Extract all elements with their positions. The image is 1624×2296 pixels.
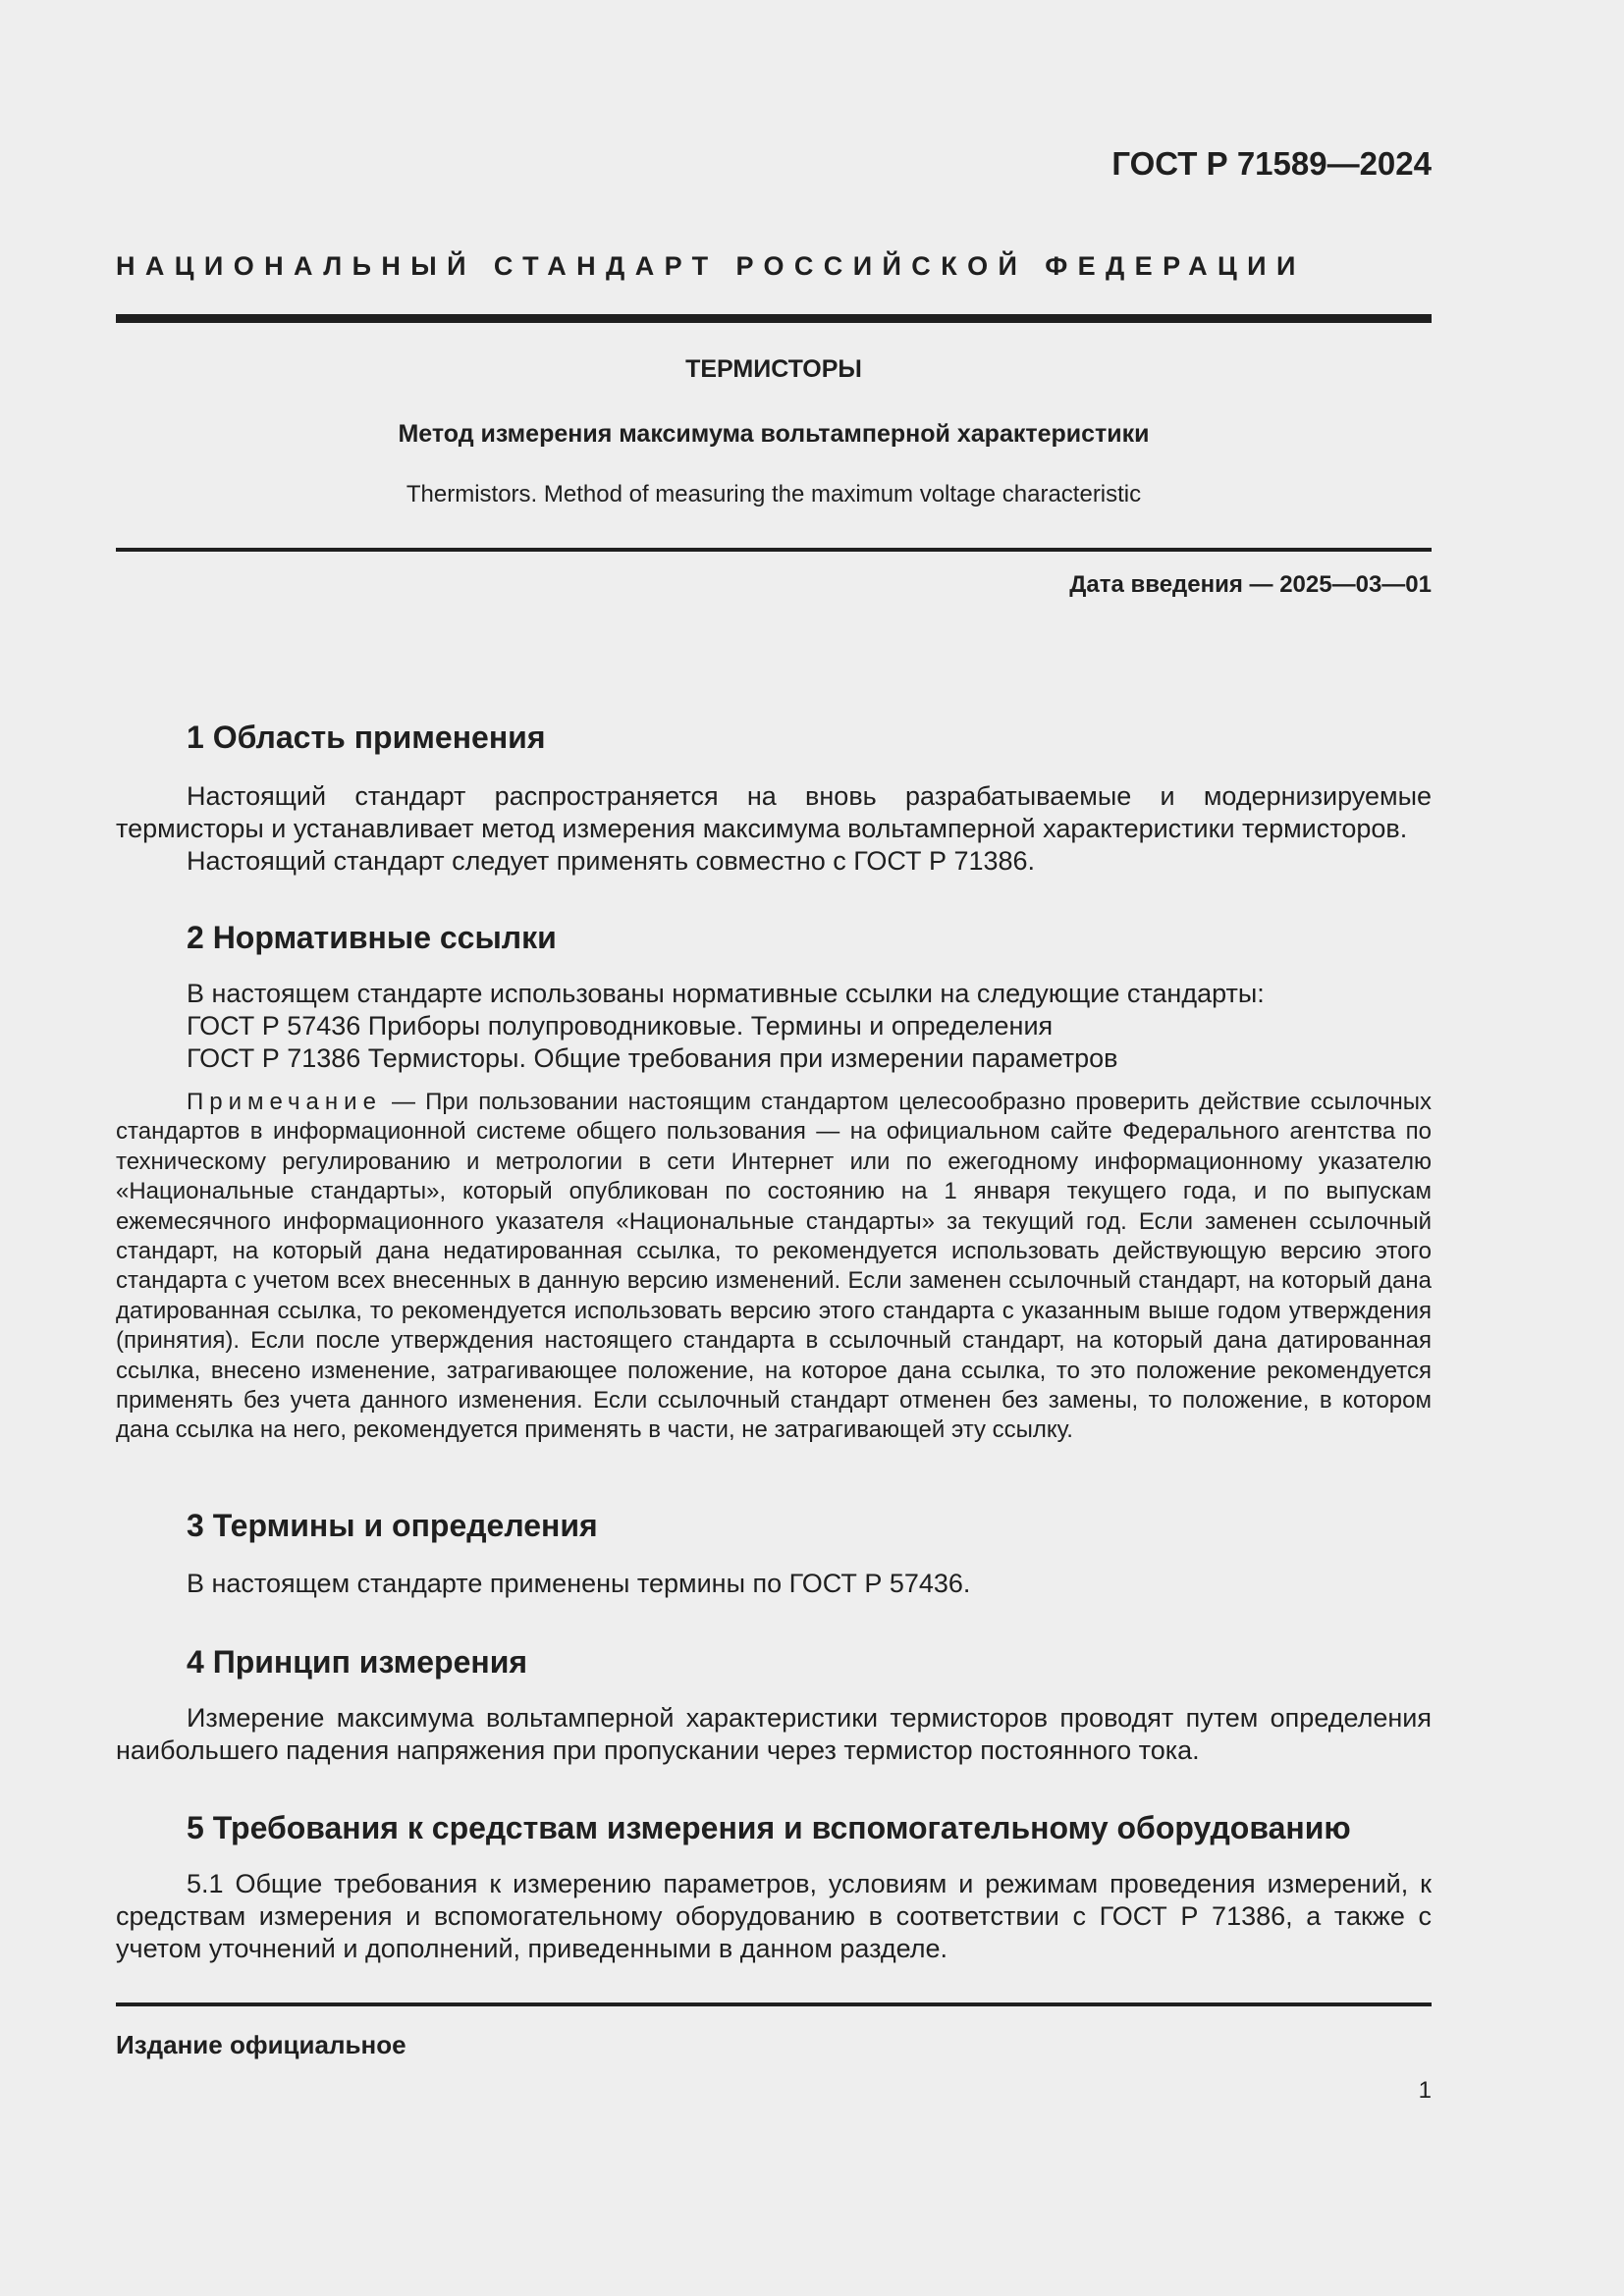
section-1-paragraph-1: Настоящий стандарт распространяется на вновь разрабатываемые и модернизируемые термисторы и устанавливает метод измерения максимума вольтамперной характеристики термисторов. bbox=[116, 781, 1432, 843]
document-english-title: Thermistors. Method of measuring the maximum voltage characteristic bbox=[406, 481, 1142, 507]
gost-number: ГОСТ Р 71589—2024 bbox=[1111, 145, 1432, 182]
official-edition-label: Издание официальное bbox=[116, 2030, 406, 2059]
national-standard-title: НАЦИОНАЛЬНЫЙ СТАНДАРТ РОССИЙСКОЙ ФЕДЕРАЦИИ bbox=[116, 251, 1306, 281]
document-subtitle: Метод измерения максимума вольтамперной характеристики bbox=[398, 420, 1150, 448]
section-2-note bbox=[116, 1088, 1432, 1446]
reference-gost-57436: ГОСТ Р 57436 Приборы полупроводниковые. Термины и определения bbox=[187, 1011, 1054, 1041]
section-3-paragraph-1: В настоящем стандарте применены термины по ГОСТ Р 57436. bbox=[187, 1569, 971, 1598]
document-title: ТЕРМИСТОРЫ bbox=[685, 355, 862, 383]
page-number: 1 bbox=[1418, 2077, 1432, 2104]
reference-gost-71386: ГОСТ Р 71386 Термисторы. Общие требования при измерении параметров bbox=[187, 1043, 1118, 1073]
header-rule bbox=[116, 314, 1432, 323]
section-2-heading: 2 Нормативные ссылки bbox=[187, 920, 557, 955]
section-1-heading: 1 Область применения bbox=[187, 720, 546, 755]
section-5-heading: 5 Требования к средствам измерения и вспомогательному оборудованию bbox=[187, 1810, 1351, 1845]
section-3-heading: 3 Термины и определения bbox=[187, 1508, 598, 1543]
footer-rule bbox=[116, 2002, 1432, 2006]
note-label: Примечание bbox=[187, 1089, 382, 1115]
section-1-paragraph-2: Настоящий стандарт следует применять совместно с ГОСТ Р 71386. bbox=[187, 846, 1036, 876]
note-text: — При пользовании настоящим стандартом целесообразно проверить действие ссылочных стандартов в информационной системе общего пользования — на официальном сайте Федерального агентства по техническому регулированию и метрологии в сети Интернет или по ежегодному информационному указателю «Национальные стандарты», который опубликован по состоянию на 1 января текущего года, и по выпускам ежемесячного информационного указателя «Национальные стандарты» за текущий год. Если заменен ссылочный стандарт, на который дана недатированная ссылка, то рекомендуется использовать действующую версию этого стандарта с учетом всех внесенных в данную версию изменений. Если заменен ссылочный стандарт, на который дана датированная ссылка, то рекомендуется использовать версию этого стандарта с указанным выше годом утверждения (принятия). Если после утверждения настоящего стандарта в ссылочный стандарт, на который дана датированная ссылка, внесено изменение, затрагивающее положение, на которое дана ссылка, то это положение рекомендуется применять без учета данного изменения. Если ссылочный стандарт отменен без замены, то положение, в котором дана ссылка на него, рекомендуется применять в части, не затрагивающей эту ссылку. bbox=[116, 1089, 1432, 1444]
section-4-heading: 4 Принцип измерения bbox=[187, 1644, 528, 1680]
section-4-paragraph-1: Измерение максимума вольтамперной характеристики термисторов проводят путем определения наибольшего падения напряжения при пропускании через термистор постоянного тока. bbox=[116, 1703, 1432, 1765]
section-2-intro: В настоящем стандарте использованы нормативные ссылки на следующие стандарты: bbox=[187, 979, 1265, 1008]
section-5-paragraph-1: 5.1 Общие требования к измерению параметров, условиям и режимам проведения измерений, к средствам измерения и вспомогательному оборудованию в соответствии с ГОСТ Р 71386, а также с учетом уточнений и дополнений, приведенными в данном разделе. bbox=[116, 1869, 1432, 1963]
introduction-date: Дата введения — 2025—03—01 bbox=[1069, 571, 1432, 598]
title-rule bbox=[116, 548, 1432, 552]
